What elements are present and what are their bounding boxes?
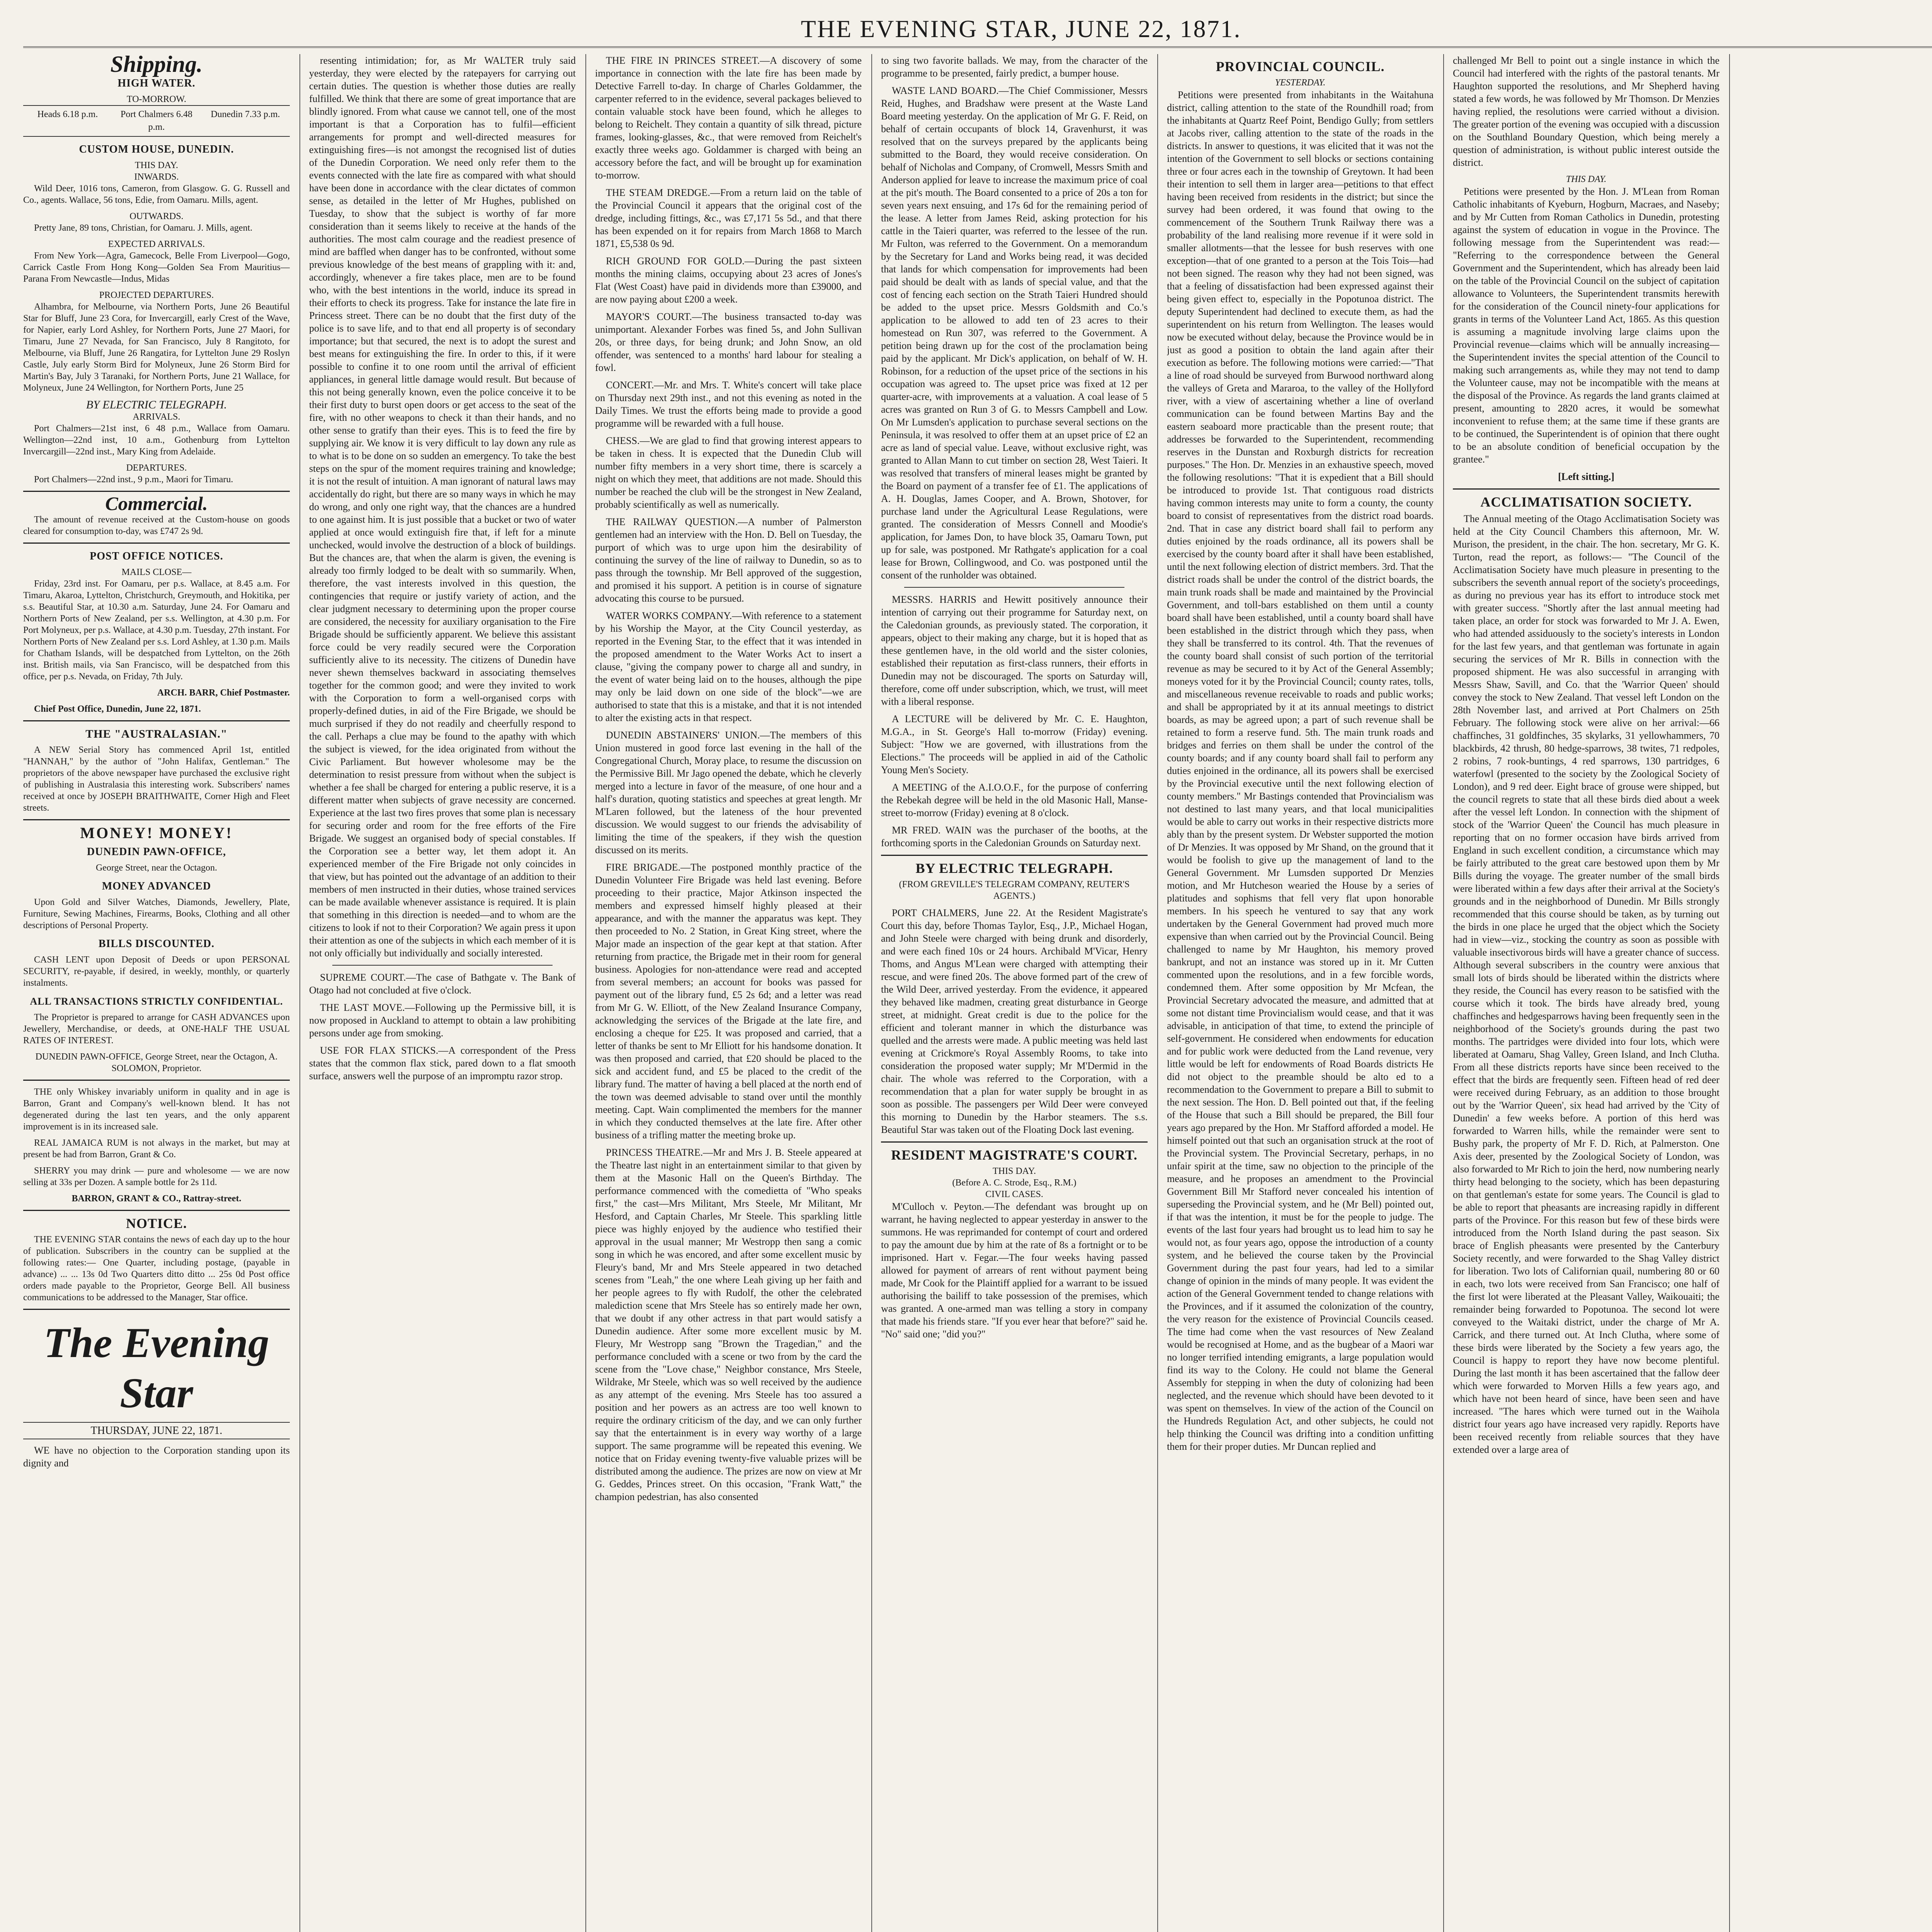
inwards-heading: INWARDS.: [134, 172, 179, 182]
column-rule: [1157, 54, 1158, 1932]
fred-wain-item: MR FRED. WAIN was the purchaser of the booths, at the forthcoming sports in the Caledonian Grounds on Saturday next.: [881, 825, 1148, 849]
last-move-item: THE LAST MOVE.—Following up the Permissive bill, it is now proposed in Auckland to attempt to obtain a law prohibiting persons under age from smoking.: [309, 1002, 576, 1039]
departures-heading: DEPARTURES.: [126, 463, 187, 473]
issue-date: THURSDAY, JUNE 22, 1871.: [23, 1422, 290, 1439]
acclimatisation-heading: ACCLIMATISATION SOCIETY.: [1480, 494, 1692, 510]
rum-ad: REAL JAMAICA RUM is not always in the market, but may at present be had from Barron, Grant & Co.: [23, 1138, 290, 1160]
aioof-meeting-item: A MEETING of the A.I.O.O.F., for the purpose of conferring the Rebekah degree will be held in the old Masonic Hall, Manse-street to-morrow (Friday) evening at 8 o'clock.: [881, 782, 1148, 818]
divider: [23, 1080, 290, 1081]
commercial-heading: Commercial.: [105, 493, 208, 514]
money-heading: MONEY! MONEY!: [80, 824, 233, 842]
column-5: [1167, 54, 1434, 1932]
leader-text-start: WE have no objection to the Corporation standing upon its dignity and: [23, 1445, 290, 1469]
outwards-heading: OUTWARDS.: [129, 211, 184, 221]
tide-table: [23, 105, 290, 137]
divider: [23, 543, 290, 544]
divider: [23, 1210, 290, 1211]
flax-sticks-item: USE FOR FLAX STICKS.—A correspondent of the Press states that the common flax stick, pared down to a flat smooth surface, answers well the purpose of an impromptu razor strop.: [309, 1045, 576, 1082]
column-6: [1453, 54, 1719, 1932]
cash-lent-text: CASH LENT upon Deposit of Deeds or upon PERSONAL SECURITY, re-payable, if desired, in weekly, monthly, or quarterly instalments.: [23, 955, 290, 988]
column-2: [309, 54, 576, 1932]
council-this-day-text: Petitions were presented by the Hon. J. M'Lean from Roman Catholic inhabitants of Kyeburn, Hogburn, Macraes, and Naseby; and by Mr Cutten from Roman Catholics in Dunedin, protesting against the system of education in vogue in the Province. The following message from the Superintendent was read:— "Referring to the correspondence between the General Government and the Superintendent, which has already been laid on the table of the Provincial Council on the subject of capitation allowance to Volunteers, the Superintendent transmits herewith for the consideration of the Council ninety-four applications for grants in terms of the Volunteer Land Act, 1865. As this question is assuming a magnitude involving large claims upon the Provincial revenue—claims which will be annually increasing—the Superintendent invites the special attention of the Council to making such arrangements as, while they may not tend to damp the Volunteer cause, may not be incompatible with the means at the disposal of the Province. As regards the land grants claimed at present, amounting to 2820 acres, it would be somewhat inconvenient to refuse them; at the same time if these grants are to be continued, the Superintendent is of opinion that there ought to be an absolute condition of beneficial occupation by the grantee.": [1453, 186, 1719, 465]
divider: [904, 587, 1124, 588]
divider: [23, 491, 290, 492]
projected-departures-heading: PROJECTED DEPARTURES.: [99, 290, 214, 300]
pawn-office-text: Upon Gold and Silver Watches, Diamonds, Jewellery, Plate, Furniture, Sewing Machines, Firearms, Books, Clothing and all other descriptions of Personal Property.: [23, 897, 290, 930]
resident-magistrate-heading: RESIDENT MAGISTRATE'S COURT.: [891, 1147, 1138, 1163]
post-office-text: Friday, 23rd inst. For Oamaru, per p.s. Wallace, at 8.45 a.m. For Timaru, Akaroa, Lyttelton, Christchurch, Greymouth, and Hokitika, per s.s. Beautiful Star, at 10.30 a.m. Saturday, June 24. For Oamaru and Northern Ports of New Zealand, per s.s. Wellington, at 4.30 p.m. For Port Molyneux, per p.s. Wallace, at 4.30 p.m. Tuesday, 27th instant. For Northern Ports of New Zealand per s.s. Lord Ashley, at 1.30 p.m. Mails for Chatham Islands, will be despatched from Lyttelton, on the 26th inst. British mails, via San Francisco, will be despatched from this office, per p.s. Nevada, on Friday, 7th July.: [23, 579, 290, 682]
this-day-label: THIS DAY.: [134, 160, 179, 170]
tomorrow-label: TO-MORROW.: [126, 94, 187, 104]
harris-hewitt-item: MESSRS. HARRIS and Hewitt positively announce their intention of carrying out their programme for Saturday next, on the Caledonian grounds, as previously stated. The corporation, it appears, object to their making any charge, but it is hoped that as these gentlemen have, in the old world and the sister colonies, established their reputation as first-class runners, their efforts in Dunedin may not be discouraged. The sports on Saturday will, therefore, come off under subscription, which, we trust, will meet with a liberal response.: [881, 594, 1148, 707]
provincial-council-heading: PROVINCIAL COUNCIL.: [1216, 59, 1385, 74]
rm-text: M'Culloch v. Peyton.—The defendant was brought up on warrant, he having neglected to appear yesterday in answer to the summons. He was reprimanded for contempt of court and ordered to pay the amount due by him at the rate of 8s a fortnight or to be imprisoned. Hart v. Fegar.—The four weeks having passed allowed for payment of arrears of rent without payment being made, Mr Cook for the Plaintiff applied for a warrant to be issued authorising the bailiff to take possession of the premises, which was granted. A one-armed man was telling a story in company that made his friends stare. "If you ever hear that before?" said he. "No" said one; "did you?": [881, 1201, 1148, 1340]
provincial-council-continued: challenged Mr Bell to point out a single instance in which the Council had interfered with the rights of the pastoral tenants. Mr Haughton supported the resolutions, and Mr Shepherd having stated a few words, he was followed by Mr Thomson. Dr Menzies having replied, the resolutions were carried without a division. The greater portion of the evening was occupied with a discussion on the Southland Boundary Question, which being merely a question of administration, is without public interest outside the district.: [1453, 55, 1719, 168]
shipping-heading: Shipping.: [110, 54, 203, 77]
water-works-item: WATER WORKS COMPANY.—With reference to a statement by his Worship the Mayor, at the City Council yesterday, as reported in the Evening Star, to the effect that it was intended in the proposed amendment to the Water Works Act to insert a clause, "giving the company power to charge all and sundry, in the event of water being laid on to the houses, although the pipe may only be laid down on one side of the block"—we are authorised to state that this is a mistake, and that it is not intended to alter the existing acts in that respect.: [595, 610, 862, 723]
column-rule: [585, 54, 586, 1932]
fire-brigade-item: FIRE BRIGADE.—The postponed monthly practice of the Dunedin Volunteer Fire Brigade was held last evening. Before proceeding to their practice, Major Atkinson inspected the members and expressed himself highly pleased at their appearance, and with the manner the apparatus was kept. They then proceeded to No. 2 Station, in Great King street, where the Major made an inspection of the gear kept at that station. After returning from practice, the Brigade met in their room for general business. Apologies for non-attendance were read and accepted from several members; an account for books was passed for payment out of the library fund, £5 2s 6d; and a letter was read from Mr G. W. Elliott, of the New Zealand Insurance Company, acknowledging the services of the Brigade at the late fire, and enclosing a cheque for £25. It was proposed and carried, that a letter of thanks be sent to Mr Elliott for his handsome donation. It was then proposed and carried, that £20 should be placed to the sick and accident fund, and £5 be placed to the credit of the library fund. The matter of having a bell placed at the north end of the town was deemed advisable to stand over until the monthly meeting. Capt. Wain complimented the members for the manner in which they conducted themselves at the late fire. After other business of a trifling matter the meeting broke up.: [595, 862, 862, 1141]
council-this-day-label: THIS DAY.: [1566, 174, 1607, 184]
divider: [332, 965, 553, 966]
mails-close-label: MAILS CLOSE—: [121, 567, 192, 577]
arrivals-text: Port Chalmers—21st inst, 6 48 p.m., Wallace from Oamaru. Wellington—22nd inst, 10 a.m., Gothenburg from Lyttelton Invercargill—22nd inst., Mary King from Adelaide.: [23, 423, 290, 457]
telegraph-heading: BY ELECTRIC TELEGRAPH.: [86, 398, 227, 411]
mayors-court-item: MAYOR'S COURT.—The business transacted to-day was unimportant. Alexander Forbes was fined 5s, and John Sullivan 20s, or three days, for being drunk; and John Snow, an old offender, was sentenced to a months' hard labour for stealing a fowl.: [595, 311, 862, 373]
electric-telegraph-heading: BY ELECTRIC TELEGRAPH.: [915, 861, 1113, 876]
sherry-ad: SHERRY you may drink — pure and wholesome — we are now selling at 33s per Dozen. A sample bottle for 2s 11d.: [23, 1166, 290, 1187]
waste-land-board-item: WASTE LAND BOARD.—The Chief Commissioner, Messrs Reid, Hughes, and Bradshaw were present at the Waste Land Board meeting yesterday. On the application of Mr G. F. Reid, on behalf of certain occupants of block 14, Gravenhurst, it was resolved that on the surveys prepared by the applicants being submitted to the Board, they would receive consideration. On behalf of Nicholas and Company, of Cromwell, Messrs Smith and Anderson applied for leave to increase the maximum price of coal at the pit's mouth. The Board consented to a price of 20s a ton for seven years next ensuing, and 17s 6d for the remaining period of the lease. A letter from James Reid, asking protection for his cattle in the Taieri quarter, was referred to the lessee of the run. Mr Fulton, was referred to the Government. On a memorandum by the Secretary for Land and Works being read, it was decided that lands for which compensation for improvements had been paid should be dealt with as lands of special value, and that the cost of fencing each section on the Strath Taieri Hundred should be added to the upset price. Messrs Goldsmith and Co.'s application to be allowed to add ten of 23 acres to their homestead on Run 307, was referred to the Government. A petition being drawn up for the cost of the proclamation being paid by the applicant. Mr Dick's application, on behalf of W. H. Robinson, for a reduction of the upset price of the sections in his occupation was agreed to. The upset price was fixed at 12 per quarter-acre, with improvements at a valuation. A coal lease of 5 acres was granted on Run 3 of G. to Messrs Campbell and Low. On Mr Lumsden's application to purchase several sections on the Peninsula, it was resolved to offer them at an upset price of £2 an acre as land of special value. Leave, without exclusive right, was granted to Allan Mann to cut timber on section 28, West Taieri. It was resolved that transfers of mineral leases might be granted by the Board on payment of a transfer fee of £1. The applications of A. H. Douglas, James Cooper, and A. Brown, Shotover, for purchase land under the Agricultural Lease Regulations, were granted. The consideration of Messrs Connell and Moodie's application, for James Don, to have block 35, Oamaru Town, put up for sale, was postponed. Mr Rathgate's application for a coal lease for Brown, Collingwood, and Co. was postponed until the consent of the runholder was obtained.: [881, 85, 1148, 581]
supreme-court-item: SUPREME COURT.—The case of Bathgate v. The Bank of Otago had not concluded at five o'clock.: [309, 972, 576, 996]
princess-theatre-item: PRINCESS THEATRE.—Mr and Mrs J. B. Steele appeared at the Theatre last night in an entertainment similar to that given by them at the Masonic Hall on the Queen's Birthday. The performance commenced with the comedietta of "Who speaks first," the cast—Mrs Militant, Mrs Steele, Mr Militant, Mr Hesford, and Captain Charles, Mr Steele. This sparkling little piece was highly enjoyed by the audience who testified their approval in the usual manner; Mr Westropp then sang a comic song in which he was encored, and after some excellent music by Fleury's band, Mr and Mrs Steele appeared in two detached scenes from "Leah," the one where Leah giving up her faith and her people agrees to fly with Rudolf, the other the celebrated malediction scene that Mrs Steele has so entirely made her own, that we doubt if any other actress in that part would satisfy a Dunedin audience. After some more excellent music by M. Fleury, Mr Westropp sang "Brown the Tragedian," and the performance concluded with a scene or two from by the card the scene from the "Love chase," Neighbor constance, Mrs Steele, Wildrake, Mr Steele, which was so well received by the audience as any attempt of the evening. Mrs Steele has too assured a position and her powers as an actress are too well known to require the ordinary criticism of the day, and we can only further say that the entertainment is in every way worthy of a large support. The same programme will be repeated this evening. We notice that on Friday evening twenty-five valuable prizes will be distributed among the audience. The prizes are now on view at Mr G. Geddes, Princes street. On this occasion, "Frank Watt," the champion pedestrian, has also consented: [595, 1147, 862, 1502]
gold-ground-item: RICH GROUND FOR GOLD.—During the past sixteen months the mining claims, occupying about 23 acres of Jones's Flat (West Coast) have paid in dividends more than £39000, and are now paying about £200 a week.: [595, 255, 862, 305]
column-3: [595, 54, 862, 1932]
australasian-text: A NEW Serial Story has commenced April 1st, entitled "HANNAH," by the author of "John Halifax, Gentleman." The proprietors of the above newspaper have purchased the exclusive right of publishing in Australasia this interesting work. Subscribers' names received at once by JOSEPH BRAITHWAITE, Corner High and Fleet streets.: [23, 745, 290, 813]
arrivals-heading: ARRIVALS.: [133, 412, 180, 422]
steam-dredge-item: THE STEAM DREDGE.—From a return laid on the table of the Provincial Council it appears that the original cost of the dredge, including fittings, &c., was £7,171 5s 5d., and that there has been expended on it for repairs from March 1868 to March 1871, £5,538 0s 9d.: [595, 187, 862, 249]
column-rule: [871, 54, 872, 1932]
divider: [881, 855, 1148, 856]
expected-arrivals-heading: EXPECTED ARRIVALS.: [108, 239, 205, 249]
divider: [881, 1141, 1148, 1143]
theatre-continued: to sing two favorite ballads. We may, from the character of the programme to be presented, fairly predict, a bumper house.: [881, 55, 1148, 79]
departures-text: Port Chalmers—22nd inst., 9 p.m., Maori for Timaru.: [34, 474, 233, 485]
column-rule: [1443, 54, 1444, 1932]
cash-advances-text: The Proprietor is prepared to arrange for CASH ADVANCES upon Jewellery, Merchandise, or deeds, at ONE-HALF THE USUAL RATES OF INTEREST.: [23, 1012, 290, 1046]
post-office-dateline: Chief Post Office, Dunedin, June 22, 1871.: [34, 704, 201, 714]
bills-discounted-heading: BILLS DISCOUNTED.: [98, 938, 215, 950]
lecture-item: A LECTURE will be delivered by Mr. C. E. Haughton, M.G.A., in St. George's Hall to-morrow (Friday) evening. Subject: "How we are governed, with illustrations from the Elections." The proceeds will be applied in aid of the Catholic Young Men's Society.: [881, 713, 1148, 776]
high-water-heading: HIGH WATER.: [117, 77, 196, 89]
tide-port-chalmers: Port Chalmers 6.48 p.m.: [121, 109, 192, 132]
telegraph-source: (FROM GREVILLE'S TELEGRAM COMPANY, REUTER'S AGENTS.): [899, 879, 1130, 901]
postmaster-signature: ARCH. BARR, Chief Postmaster.: [157, 688, 290, 698]
divider: [1453, 488, 1719, 490]
rm-this-day: THIS DAY.: [992, 1166, 1036, 1176]
pawn-office-heading: DUNEDIN PAWN-OFFICE,: [87, 846, 226, 858]
australasian-heading: THE "AUSTRALASIAN.": [85, 728, 228, 740]
telegraph-text: PORT CHALMERS, June 22. At the Resident Magistrate's Court this day, before Thomas Taylor, Esq., J.P., Michael Hogan, and John Steele were charged with being drunk and disorderly, and were each fined 10s or 24 hours. Archibald M'Vicar, Henry Thoms, and Angus M'Lean were charged with attempting their rescue, and were fined 20s. The above formed part of the crew of the Wild Deer, arrived yesterday. From the evidence, it appeared they behaved like madmen, creating great disturbance in George street, at midnight. Great credit is due to the police for the efficient and tolerant manner in which the disturbance was quelled and the arrests were made. A public meeting was held last evening at Crickmore's Royal Assembly Rooms, to take into consideration the proposed water supply; Mr M'Dermid in the chair. The whole was referred to the Corporation, with a recommendation that a plan for water supply be brought in as soon as possible. The passengers per Wild Deer were conveyed this morning to Dunedin by the Harbor steamers. The s.s. Beautiful Star was taken out of the Floating Dock last evening.: [881, 907, 1148, 1135]
custom-house-heading: CUSTOM HOUSE, DUNEDIN.: [79, 143, 234, 155]
post-office-heading: POST OFFICE NOTICES.: [90, 550, 223, 562]
acclimatisation-text: The Annual meeting of the Otago Acclimatisation Society was held at the City Council Chambers this afternoon, Mr. W. Murison, the president, in the chair. The hon. secretary, Mr G. K. Turton, read the report, as follows:— "The Council of the Acclimatisation Society have much pleasure in presenting to the subscribers the seventh annual report of the society's proceedings, as during no previous year has its effort to introduce stock met with greater success. "Shortly after the last annual meeting had taken place, an order for stock was forwarded to Mr J. A. Ewen, who had attended assiduously to the society's interests in London for the last few years, and that gentleman was fortunate in again securing the services of Mr R. Bills in connection with the proposed shipment. He was also successful in arranging with Messrs Shaw, Savill, and Co. that the 'Warrior Queen' should convey the stock to New Zealand. That vessel left London on the 28th November last, and arrived at Port Chalmers on 25th February. The following stock were alive on her arrival:—66 chaffinches, 31 goldfinches, 35 skylarks, 31 yellowhammers, 70 blackbirds, 42 thrush, 80 hedge-sparrows, 38 twites, 71 redpoles, 2 robins, 7 rook-buntings, 4 red sparrows, 130 partridges, 6 waterfowl (presented to the society by the Zoological Society of London), and 9 red deer. Eight brace of grouse were shipped, but the council regrets to state that all these birds died about a week after the vessel left London. In connection with the shipment of stock of the 'Warrior Queen' the Council has much pleasure in reporting that on no former occasion have birds arrived from England in such excellent condition, a circumstance which may be fairly attributed to the great care bestowed upon them by Mr Bills during the voyage. The greater number of the small birds were liberated within a few days after their arrival at the Society's grounds and in the neighborhood of Dunedin. Mr Bills strongly recommended that this course should be taken, as by turning out the birds in one place he urged that the object which the Society had in view—viz., stocking the country as soon as possible with valuable insectivorous birds will have a greater chance of success. Although several subscribers in the country were anxious that small lots of birds should be liberated within the districts where they reside, the Council has every reason to be satisfied with the course which it took. The birds have already bred, young chaffinches and hedgesparrows having been frequently seen in the neighborhood of the Society's grounds during the past two months. The partridges were divided into four lots, which were liberated at Oamaru, Shag Valley, Green Island, and Inch Clutha. From all these districts reports have since been received to the effect that the birds are frequently seen. Fifteen head of red deer were received during February, as an addition to those brought out by the 'Warrior Queen', six head had arrived by the 'City of Dunedin' a few weeks before. A portion of this herd was forwarded to Warren hills, while the remainder were sent to Bushy park, the property of Mr F. D. Rich, at Palmerston. One Axis deer, presented by the Zoological Society of London, was also forwarded to Mr Rich to join the herd, now numbering nearly thirty head belonging to the society, which has been depasturing on that gentleman's estate for some years. The Council is glad to be able to report that pheasants are increasing rapidly in different parts of the Province. For this reason but few of these birds were introduced from the North Island during the past season. Six brace of English pheasants were presented by the Canterbury Society recently, and were forwarded to the Shag Valley district for liberation. Two lots of Californian quail, numbering 80 or 60 in each, two lots were received from San Francisco; one half of the first lot were liberated at the Pleasant Valley, Waikouaiti; the remainder being forwarded to Popotunoa. The second lot were conveyed to the Waitaki district, under the charge of Mr A. Carrick, and there turned out. At Inch Clutha, where some of these birds were liberated by the Society a few years ago, the Council is happy to report they have now become plentiful. During the last month it has been ascertained that the fallow deer which were forwarded to Morven Hills a few years ago, and which have not been heard of since, have been seen and have increased. "The hares which were turned out in the Waihola district four years ago have increased very rapidly. Reports have been received recently from reliable sources that they have extended over a large area of: [1453, 513, 1719, 1455]
provincial-council-text: Petitions were presented from inhabitants in the Waitahuna district, calling attention to the state of the Roundhill road; from the inhabitants at Quartz Reef Point, Bendigo Gully; from settlers at Jacobs river, calling attention to the state of the roads in the districts. In answer to questions, it was elicited that it was not the intention of the Government to sell blocks or sections containing three or four acres each in the township of Greytown. It had been their intention to sell them in larger area—petitions to that effect having been received from residents in the district; but since the survey had been ordered, it was found that owing to the commencement of the Southern Trunk Railway there was a probability of the land realising more revenue if it were sold in smaller allotments—that the lessee for bush reserves with one exception—that of one granted to a person at the Tois Tois—had not been signed. The reason why they had not been signed, was that a feeling of dissatisfaction had been expressed against their being given effect to, especially in the Popotunoa district. The deputy Superintendent had declined to execute them, as had the superintendent on his return from Wellington. The leases would now be executed without delay, because the Province would be in just as good a position to obtain the land again after their execution as before. The following motions were carried:—"That a line of road should be surveyed from Burwood northward along the valleys of Greta and Mararoa, to the valley of the Hollyford river, with a view of ascertaining whether a line of overland communication can be found between Martins Bay and the eastern seaboard more practicable than the present route; that addresses be forwarded to the Superintendent, recommending reserves in the Dunstan and Roxburgh districts for recreation purposes." The Hon. Dr. Menzies in an exhaustive speech, moved the following resolutions: "That it is expedient that a Bill should be introduced to provide 1st. That contiguous road districts having common interests may unite to form a county, the county board to consist of representatives from the district road boards. 2nd. That in case any district board shall fail to perform any duties enjoined by the roads ordinance, all its powers shall be exercised by the county board after it shall have been established, until the next following election of district members. 3rd. That the district roads shall be under the control of the district boards, the main trunk roads shall be made and maintained by the Provincial Government, and toll-bars established on them until a county board shall have been established, until a county board shall have been established in the district through which they pass, when they shall be transferred to its control. 4th. That the revenues of the county board shall consist of such portion of the territorial revenue as may be secured to it by Act of the General Assembly; moneys voted for it by the Provincial Council; county rates, tolls, and miscellaneous revenue receivable to roads and public works; and shall be appropriated by it at its annual meetings to district boards, as may be agreed upon; a part of such revenue shall be retained to form a reserve fund. 5th. The main trunk roads and bridges and ferries on them shall be under the control of the county boards; and if any county board shall fail to perform any duties enjoined in the ordinance, all its powers shall be exercised by the Provincial executive until the next following election of county members." Mr Bastings contended that Provincialism was not destined to last many years, and that local municipalities would be able to carry out works in their respective districts more ably than by the present system. Dr Webster supported the motion of Dr Menzies. It was opposed by Mr Shand, on the ground that it would be foolish to give up the management of land to the General Government. Mr Lumsden supported Dr Menzies motion, and Mr Hutcheson wearied the House by a series of platitudes and sophisms that fell very flat upon honorable members. In his speech he ventured to say that any work undertaken by the General Government had proved much more expensive than when carried out by the Provincial Council. Being challenged to name by Mr Haughton, his memory proved bankrupt, and not an instance was stored up in it. Mr Cutten commented upon the resolutions, and in a few forcible words, condemned them. After some opposition by Mr Mcfean, the Provincial Secretary advocated the measure, and admitted that at some not distant time Provincialism would cease, and that it was advisable, in anticipation of that time, to extend the principle of self-government. He considered when endowments for education and for public work were deducted from the Land revenue, very little would be left for endowments of Road Boards districts He did not object to the preamble should be alto ed to a recommendation to the Government to prepare a Bill to submit to the next session. The Hon. D. Bell pointed out that, if the feeling of the House that such a Bill should be prepared, the Bill four years ago prepared by the Hon. Mr Stafford afforded a model. He himself pointed out that such an organisation struck at the root of the Provincial system. The Provincial Secretary, perhaps, in no unfair spirit at the time, saw no objection to the principle of the measure, and he proposes an amendment to the Provincial Government Bill Mr Stafford never concealed his intention of superseding the Provincial system, and he (Mr Bell) pointed out, if that was the intention, it must be for the people to judge. The events of the last four years had brought us to lead him to say he would not, as four years ago, oppose the introduction of a county system, and he believed the course taken by the Provincial Government during the past four years, had led to a similar change of opinion in the minds of many people. It was evident the action of the General Government tended to change relations with the Provinces, and if it assumed the colonization of the country, the very reason for the existence of Provincial Councils ceased. The time had come when the vast resources of New Zealand would be recognised at Home, and as the bugbear of a Maori war no longer terrified intending emigrants, a large population would find its way to the Colony. He could not blame the General Assembly for stepping in when the duty of colonizing had been neglected, and the revenue which should have been devoted to it was spent on themselves. In view of the action of the Council on the Hundreds Regulation Act, and other subjects, he could not help thinking the Council was drifting into a condition unfitting them for their proper duties. Mr Duncan replied and: [1167, 89, 1434, 1452]
money-advanced-heading: MONEY ADVANCED: [102, 880, 211, 892]
column-1: [23, 54, 290, 1932]
rm-before: (Before A. C. Strode, Esq., R.M.): [952, 1178, 1077, 1188]
leader-text: resenting intimidation; for, as Mr WALTER truly said yesterday, they were elected by the ratepayers for carrying out certain duties. The question is whether those duties are really fulfilled. We think that there are some of great importance that are blindly ignored. From what cause we cannot tell, one of the most important is that a Corporation has to fulfil—efficient arrangements for prompt and well-directed measures for extinguishing fires—is not amongst the recognised list of duties of the Dunedin Corporation. We need only refer them to the events connected with the late fire as compared with what should have been done in accordance with the clear dictates of common sense, as detailed in the letter of Mr Hughes, published on Tuesday, to show that the subject is worthy of far more consideration than it seems likely to receive at the hands of the authorities. The most calm courage and the readiest presence of mind are baffled when danger has to be confronted, without some previous knowledge of the best means of grappling with it: and, accordingly, whenever a fire takes place, men are to be found who, with the best intentions in the world, induce its spread in their efforts to check its progress. Take for instance the late fire in Princess street. There can be no doubt that the first duty of the police is to save life, and to that end all property is of secondary importance; but that secured, the next is to adopt the surest and best means for extinguishing the fire. In order to this, if it were possible to confine it to one room until the arrival of efficient appliances, in general little damage would result. But because of this not being generally known, even the police conceive it to be their first duty to burst open doors or get access to the seat of the fire, with no other weapons to check it than their hands, and no other sense to gratify than their eyes. This is to feed the fire by supplying air. We know it is very difficult to lay down any rule as to what is to be done on so sudden an emergency. To take the best steps on the spur of the moment requires training and knowledge; it is not the result of intuition. A man ignorant of natural laws may accidentally do right, but there are so many ways in which he may do wrong, and only one right way, that the chances are a hundred to one against him. It is just possible that a bucket or two of water applied at once would extinguish fire that, if left for a minute unchecked, would involve the destruction of a block of buildings. But the chances are, that when the alarm is given, the evening is already too firmly lodged to be dealt with so summarily. When, therefore, the vast interests involved in this question, the contingencies that require or justify variety of action, and the clear judgment necessary to determining upon the proper course are considered, the necessity for auxiliary organisation to the Fire Brigade should be sufficiently apparent. We believe this assistant force could be very readily secured were the Corporation sufficiently alive to its necessity. The citizens of Dunedin have never shewn themselves backward in associating themselves together for the common good; and were they invited to work with the Corporation to form a well-organised corps with properly-defined duties, in aid of the Fire Brigade, we should be much surprised if they do not readily and cheerfully respond to the call. Perhaps a clue may be found to the apathy with which the subject is viewed, for the idea originated from without the Civic Parliament. But however wholesome may be the determination to resist pressure from without when the subject is whether a fee shall be charged for entering a public reserve, it is a different matter when subjects of grave necessity are concerned. Experience at the last two fires proves that some plan is necessary for securing order and room for the free efforts of the Fire Brigade. We suggest an organised body of special constables. If the Corporation see a better way, let them adopt it. An experienced member of the Fire Brigade not only coincides in that view, but has pointed out the advantage of an addition to their members of men instructed in their duties, whose trained services can be made available whenever assistance is required. It is plain that something in this direction is needed—and to whom are the citizens to look if not to their Corporation? We again press it upon their attention as one of the subjects in which each member of it is not only officially but individually and socially interested.: [309, 55, 576, 959]
rm-civil-cases: CIVIL CASES.: [985, 1189, 1043, 1199]
newspaper-title: The Evening Star: [44, 1319, 269, 1417]
notice-heading: NOTICE.: [126, 1216, 187, 1231]
railway-item: THE RAILWAY QUESTION.—A number of Palmerston gentlemen had an interview with the Hon. D. Bell on Tuesday, the purport of which was to urge upon him the desirability of continuing the survey of the line of railway to Dunedin, so as to pass through the township. Mr Bell approved of the suggestion, and promised it his support. A petition is in course of signature advocating this course to be pursued.: [595, 516, 862, 604]
tide-heads: Heads 6.18 p.m.: [37, 109, 98, 119]
divider: [23, 1309, 290, 1310]
left-sitting-note: [Left sitting.]: [1558, 471, 1614, 482]
inwards-text: Wild Deer, 1016 tons, Cameron, from Glasgow. G. G. Russell and Co., agents. Wallace, 56 tons, Edie, from Oamaru. Mills, agent.: [23, 184, 290, 205]
divider: [23, 720, 290, 721]
column-rule: [1729, 54, 1730, 1932]
outwards-text: Pretty Jane, 89 tons, Christian, for Oamaru. J. Mills, agent.: [34, 223, 253, 233]
tide-dunedin: Dunedin 7.33 p.m.: [211, 109, 280, 119]
princes-street-fire-item: THE FIRE IN PRINCES STREET.—A discovery of some importance in connection with the late fire has been made by Detective Farrell to-day. In charge of Charles Goldammer, the carpenter referred to in the evidence, several packages believed to contain valuable stock have been found, which he alleges to belong to Reichelt. They contain a quantity of silk thread, picture frames, looking-glasses, &c., that were removed from Reichelt's exactly three weeks ago. Goldammer is charged with being an accessory before the fact, and will be brought up for examination to-morrow.: [595, 55, 862, 181]
confidential-heading: ALL TRANSACTIONS STRICTLY CONFIDENTIAL.: [30, 996, 283, 1007]
column-7: [1739, 54, 1932, 1932]
commercial-text: The amount of revenue received at the Custom-house on goods cleared for consumption to-day, was £747 2s 9d.: [23, 515, 290, 536]
pawn-office-address: George Street, near the Octagon.: [95, 863, 218, 873]
abstainers-union-item: DUNEDIN ABSTAINERS' UNION.—The members of this Union mustered in good force last evening in the hall of the Congregational Church, Moray place, to resume the discussion on the Permissive Bill. Mr Jago opened the debate, which he cleverly merged into a lecture in favor of the measure, of one hour and a half's duration, quoting statistics and speeches at great length. Mr M'Laren followed, but the lateness of the hour prevented discussion. We would suggest to our friends the advisability of limiting the time of the speakers, if they wish the question discussed on its merits.: [595, 730, 862, 855]
page-masthead: THE EVENING STAR, JUNE 22, 1871.: [23, 12, 1932, 48]
expected-arrivals-text: From New York—Agra, Gamecock, Belle From Liverpool—Gogo, Carrick Castle From Hong Kong—Golden Sea From Mauritius—Parana From Newcastle—Indus, Midas: [23, 251, 290, 284]
yesterday-label: YESTERDAY.: [1275, 78, 1326, 88]
barron-grant-signature: BARRON, GRANT & CO., Rattray-street.: [71, 1194, 242, 1204]
pawn-office-signature: DUNEDIN PAWN-OFFICE, George Street, near the Octagon, A. SOLOMON, Proprietor.: [35, 1052, 278, 1073]
concert-item: CONCERT.—Mr. and Mrs. T. White's concert will take place on Thursday next 29th inst., and not this evening as noted in the Daily Times. We trust the efforts being made to provide a good programme will be rewarded with a full house.: [595, 379, 862, 429]
whiskey-ad: THE only Whiskey invariably uniform in quality and in age is Barron, Grant and Company's well-known blend. It has not degenerated during the last ten years, and the only apparent improvement is in its increased sale.: [23, 1087, 290, 1132]
projected-departures-text: Alhambra, for Melbourne, via Northern Ports, June 26 Beautiful Star for Bluff, June 23 Cora, for Invercargill, early Crest of the Wave, for Napier, early Lord Ashley, for Northern Ports, June 27 Maori, for Timaru, June 27 Nevada, for San Francisco, July 8 Rangitoto, for Melbourne, via Bluff, June 26 Rangatira, for Lyttelton June 29 Roslyn Castle, July early Storm Bird for Molyneux, June 26 Storm Bird for Martin's Bay, July 3 Taranaki, for Northern Ports, June 21 Wallace, for Molyneux, June 24 Wellington, for Northern Ports, June 25: [23, 302, 290, 393]
column-4: [881, 54, 1148, 1932]
divider: [23, 819, 290, 820]
chess-item: CHESS.—We are glad to find that growing interest appears to be taken in chess. It is expected that the Dunedin Club will number fifty members in a very short time, there is scarcely a night on which they meet, that additions are not made. Should this number be reached the club will be the strongest in New Zealand, probably scientifically as well as numerically.: [595, 435, 862, 510]
notice-text: THE EVENING STAR contains the news of each day up to the hour of publication. Subscribers in the country can be supplied at the following rates:— One Quarter, including postage, (payable in advance) ... ... 13s 0d Two Quarters ditto ditto ... 25s 0d Post office orders made payable to the Proprietor, George Bell. All business communications to be addressed to the Manager, Star office.: [23, 1235, 290, 1303]
column-rule: [299, 54, 300, 1932]
